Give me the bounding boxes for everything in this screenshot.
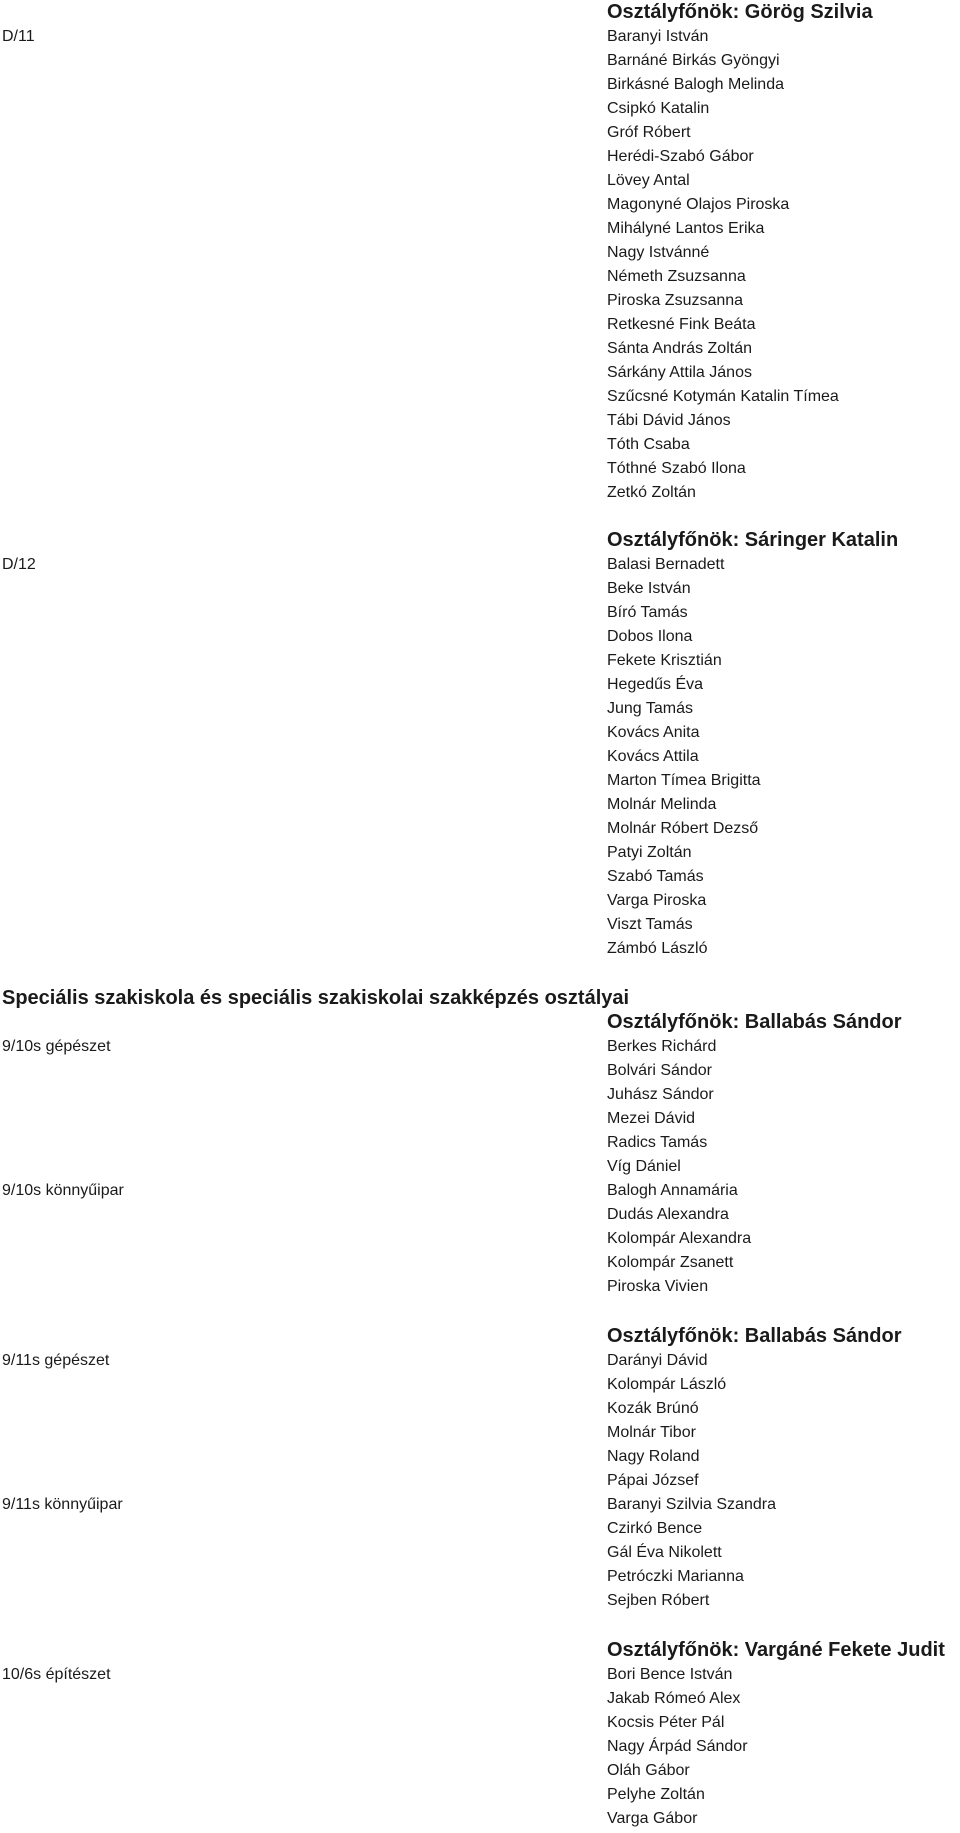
- student-name: Piroska Vivien: [607, 1278, 709, 1295]
- student-name: Sánta András Zoltán: [607, 340, 752, 357]
- student-name: Németh Zsuzsanna: [607, 268, 746, 285]
- class-teacher-heading: Osztályfőnök: Vargáné Fekete Judit: [607, 1639, 945, 1661]
- student-name: Oláh Gábor: [607, 1762, 690, 1779]
- student-name: Baranyi István: [607, 28, 709, 45]
- student-name: Lövey Antal: [607, 172, 690, 189]
- student-name: Pápai József: [607, 1472, 699, 1489]
- student-name: Petróczki Marianna: [607, 1568, 744, 1585]
- student-name: Pelyhe Zoltán: [607, 1786, 705, 1803]
- student-name: Kolompár Zsanett: [607, 1254, 734, 1271]
- student-name: Marton Tímea Brigitta: [607, 772, 761, 789]
- class-label-9-11s-gepeszet: 9/11s gépészet: [2, 1352, 110, 1369]
- student-name: Mihályné Lantos Erika: [607, 220, 765, 237]
- student-name: Viszt Tamás: [607, 916, 693, 933]
- student-name: Molnár Tibor: [607, 1424, 696, 1441]
- student-name: Tóthné Szabó Ilona: [607, 460, 746, 477]
- section-heading: Speciális szakiskola és speciális szakiskolai szakképzés osztályai: [2, 987, 630, 1009]
- class-label-10-6s-epiteszet: 10/6s építészet: [2, 1666, 111, 1683]
- student-name: Nagy Istvánné: [607, 244, 710, 261]
- student-name: Molnár Melinda: [607, 796, 717, 813]
- student-name: Hegedűs Éva: [607, 676, 704, 693]
- student-name: Kolompár László: [607, 1376, 727, 1393]
- class-teacher-heading: Osztályfőnök: Görög Szilvia: [607, 1, 873, 23]
- student-name: Baranyi Szilvia Szandra: [607, 1496, 776, 1513]
- class-teacher-heading: Osztályfőnök: Ballabás Sándor: [607, 1325, 902, 1347]
- student-name: Sárkány Attila János: [607, 364, 752, 381]
- student-name: Víg Dániel: [607, 1158, 681, 1175]
- student-name: Bolvári Sándor: [607, 1062, 712, 1079]
- student-name: Kolompár Alexandra: [607, 1230, 752, 1247]
- student-name: Zámbó László: [607, 940, 708, 957]
- student-name: Varga Gábor: [607, 1810, 698, 1827]
- class-label-d-12: D/12: [2, 556, 36, 573]
- student-name: Sejben Róbert: [607, 1592, 710, 1609]
- student-name: Balasi Bernadett: [607, 556, 725, 573]
- student-name: Barnáné Birkás Gyöngyi: [607, 52, 780, 69]
- student-name: Gróf Róbert: [607, 124, 691, 141]
- student-name: Szabó Tamás: [607, 868, 704, 885]
- student-name: Mezei Dávid: [607, 1110, 696, 1127]
- student-name: Darányi Dávid: [607, 1352, 708, 1369]
- student-name: Kocsis Péter Pál: [607, 1714, 725, 1731]
- student-name: Retkesné Fink Beáta: [607, 316, 756, 333]
- student-name: Varga Piroska: [607, 892, 707, 909]
- class-label-9-10s-konnyuipar: 9/10s könnyűipar: [2, 1182, 124, 1199]
- student-name: Bíró Tamás: [607, 604, 688, 621]
- student-name: Birkásné Balogh Melinda: [607, 76, 784, 93]
- class-teacher-heading: Osztályfőnök: Sáringer Katalin: [607, 529, 899, 551]
- student-name: Gál Éva Nikolett: [607, 1544, 722, 1561]
- student-name: Tábi Dávid János: [607, 412, 731, 429]
- student-name: Nagy Roland: [607, 1448, 700, 1465]
- student-name: Patyi Zoltán: [607, 844, 692, 861]
- student-name: Berkes Richárd: [607, 1038, 717, 1055]
- student-name: Nagy Árpád Sándor: [607, 1738, 748, 1755]
- student-name: Tóth Csaba: [607, 436, 690, 453]
- student-name: Fekete Krisztián: [607, 652, 722, 669]
- student-name: Herédi-Szabó Gábor: [607, 148, 754, 165]
- student-name: Csipkó Katalin: [607, 100, 710, 117]
- student-name: Beke István: [607, 580, 691, 597]
- student-name: Czirkó Bence: [607, 1520, 703, 1537]
- class-label-d-11: D/11: [2, 28, 35, 45]
- student-name: Zetkó Zoltán: [607, 484, 696, 501]
- student-name: Jung Tamás: [607, 700, 693, 717]
- student-name: Magonyné Olajos Piroska: [607, 196, 790, 213]
- class-label-9-11s-konnyuipar: 9/11s könnyűipar: [2, 1496, 123, 1513]
- student-name: Szűcsné Kotymán Katalin Tímea: [607, 388, 839, 405]
- student-name: Kovács Attila: [607, 748, 699, 765]
- student-name: Balogh Annamária: [607, 1182, 738, 1199]
- student-name: Kovács Anita: [607, 724, 700, 741]
- student-name: Radics Tamás: [607, 1134, 708, 1151]
- student-name: Jakab Rómeó Alex: [607, 1690, 741, 1707]
- student-name: Molnár Róbert Dezső: [607, 820, 759, 837]
- class-teacher-heading: Osztályfőnök: Ballabás Sándor: [607, 1011, 902, 1033]
- student-name: Bori Bence István: [607, 1666, 733, 1683]
- student-name: Dobos Ilona: [607, 628, 693, 645]
- class-label-9-10s-gepeszet: 9/10s gépészet: [2, 1038, 111, 1055]
- student-name: Dudás Alexandra: [607, 1206, 729, 1223]
- student-name: Kozák Brúnó: [607, 1400, 699, 1417]
- student-name: Juhász Sándor: [607, 1086, 714, 1103]
- student-name: Piroska Zsuzsanna: [607, 292, 744, 309]
